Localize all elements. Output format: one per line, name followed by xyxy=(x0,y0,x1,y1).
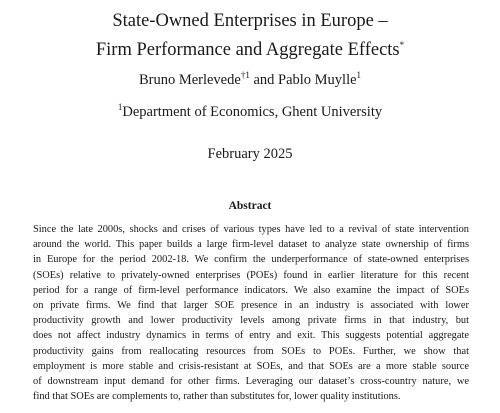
affiliation xyxy=(0,104,500,121)
affiliation-mark: 1 xyxy=(117,102,123,113)
abstract-line: period for a range of firm-level performance indicators. We also examine the impact of SOEs xyxy=(33,284,469,296)
paper-title-line1: State-Owned Enterprises in Europe – xyxy=(112,11,388,31)
abstract-heading: Abstract xyxy=(228,200,272,212)
abstract-line: (SOEs) relative to privately-owned enterprises (POEs) found in earlier literature for this recent xyxy=(33,269,469,281)
author-and: and xyxy=(249,72,278,88)
author-2: Pablo Muylle xyxy=(278,72,357,88)
author-1: Bruno Merlevede xyxy=(138,72,241,88)
abstract-line: of downstream input demand for other firms. Leveraging our dataset’s cross-country nature, we xyxy=(33,376,469,388)
abstract-line: around the world. This paper builds a large firm-level dataset to analyze state ownership of firms xyxy=(33,239,469,251)
abstract-line: on private firms. We find that larger SOE presence in an industry is associated with lower xyxy=(33,300,469,312)
abstract-line: Since the late 2000s, shocks and crises of various types have led to a revival of state intervention xyxy=(33,224,469,235)
affiliation-text: Department of Economics, Ghent University xyxy=(122,104,383,120)
paper-date: February 2025 xyxy=(207,146,293,162)
abstract-body xyxy=(33,222,469,404)
paper-title-line2: Firm Performance and Aggregate Effects* xyxy=(95,39,405,60)
author-2-mark: 1 xyxy=(356,70,362,81)
title-footnote-mark: * xyxy=(399,39,405,50)
abstract-line: find that SOEs are complements to, rather than substitutes for, lower quality institutions. xyxy=(33,391,401,403)
author-1-mark: †1 xyxy=(240,70,250,81)
authors xyxy=(0,72,500,89)
abstract-line: employment is more stable and crisis-resistant at SOEs, and that SOEs are a more stable source xyxy=(33,360,469,372)
abstract-line: in Europe for the period 2002-18. We confirm the underperformance of state-owned enterprises xyxy=(33,254,469,266)
abstract-line: productivity gains from reallocating resources from SOEs to POEs. Further, we show that xyxy=(33,345,469,357)
abstract-line: productivity growth and lower productivity levels among private firms in that industry, but xyxy=(33,315,469,327)
abstract-line: does not affect industry dynamics in terms of entry and exit. This suggests potential aggregate xyxy=(33,330,469,342)
